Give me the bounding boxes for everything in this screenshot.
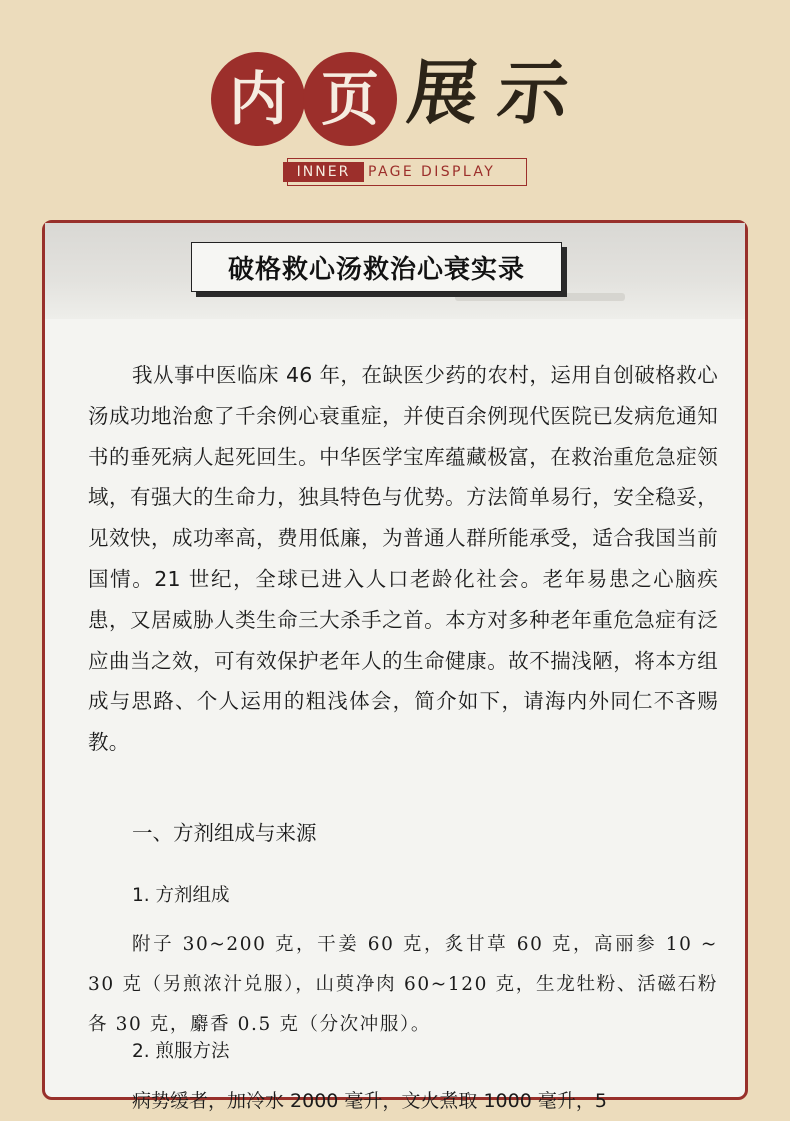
band-ghost-text [455,293,625,301]
brush-char-zhan: 展 [403,51,483,134]
brush-char-shi: 示 [493,51,573,134]
intro-paragraph: 我从事中医临床 46 年，在缺医少药的农村，运用自创破格救心汤成功地治愈了千余例心衰重症，并使百余例现代医院已发病危通知书的垂死病人起死回生。中华医学宝库蕴藏极富，在救治重危急症领域，有强大的生命力，独具特色与优势。方法简单易行，安全稳妥，见效快，成功率高，费用低廉，为普通人群所能承受，适合我国当前国情。21 世纪，全球已进入人口老龄化社会。老年易患之心脑疾患，又居威胁人类生命三大杀手之首。本方对多种老年重危急症有泛应曲当之效，可有效保护老年人的生命健康。故不揣浅陋，将本方组成与思路、个人运用的粗浅体会，简介如下，请海内外同仁不吝赐教。 [88,363,718,755]
seal-char-nei: 内 [211,52,305,146]
article-title: 破格救心汤救治心衰实录 [191,242,562,292]
subtitle-rest: PAGE DISPLAY [368,164,496,180]
subsection-heading-method: 2. 煎服方法 [132,1041,230,1062]
subtitle-highlight: INNER [283,162,364,182]
method-paragraph: 病势缓者，加冷水 2000 毫升，文火煮取 1000 毫升，5 [132,1090,607,1112]
formula-paragraph: 附子 30~200 克，干姜 60 克，炙甘草 60 克，高丽参 10 ~ 30 克（另煎浓汁兑服），山萸净肉 60~120 克，生龙牡粉、活磁石粉各 30 克，麝香 0.5 克（分次冲服）。 [88,934,718,1035]
article-body [88,355,718,1112]
section-heading: 一、方剂组成与来源 [132,821,317,845]
inner-page-card [42,220,748,1112]
page-header [0,0,790,210]
seal-char-ye: 页 [303,52,397,146]
subsection-heading-composition: 1. 方剂组成 [132,885,230,906]
